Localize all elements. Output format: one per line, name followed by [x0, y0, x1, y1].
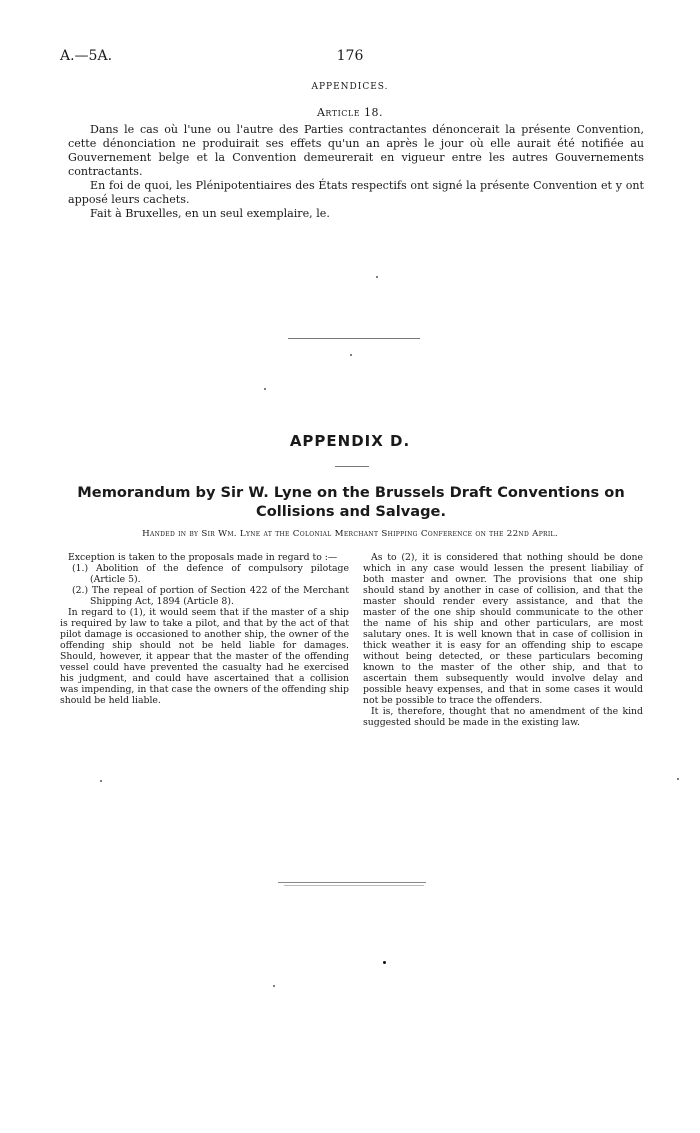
- intro-paragraph: Exception is taken to the proposals made in regard to :—: [68, 552, 338, 563]
- scan-speck: [264, 388, 266, 390]
- document-reference: A.—5A.: [60, 48, 113, 64]
- article-paragraph: En foi de quoi, les Plénipotentiaires des États respectifs ont signé la présente Convention et y ont apposé leurs cachets.: [68, 179, 644, 206]
- article-text: [68, 123, 644, 221]
- body-paragraph: In regard to (1), it would seem that if the master of a ship is required by law to take a pilot, and that by the act of that pilot damage is occasioned to another ship, the owner of the offending ship should not be held liable for damages. Should, however, it appear that the master of the offending vessel could have prevented the casualty had he exercised his judgment, and could have ascertained that a collision was impending, in that case the owners of the offending ship should be held liable.: [60, 607, 349, 706]
- page-number: 176: [336, 48, 364, 64]
- scan-speck: [350, 354, 352, 356]
- left-column: [60, 552, 349, 706]
- list-item: (1.) Abolition of the defence of compulsory pilotage (Article 5).: [72, 563, 349, 585]
- title-divider: [335, 466, 369, 467]
- appendix-title: APPENDIX D.: [289, 432, 411, 450]
- section-divider: [288, 338, 420, 339]
- scan-speck: [273, 985, 275, 987]
- handed-in-note: Handed in by Sir Wm. Lyne at the Colonial Merchant Shipping Conference on the 22nd April.: [142, 529, 558, 539]
- right-column: [363, 552, 643, 728]
- scan-speck: [383, 961, 386, 964]
- body-paragraph: As to (2), it is considered that nothing should be done which in any case would lessen the present liabiliay of both master and owner. The provisions that one ship should stand by another in case of collision, and that the master should render every assistance, and that the master of the one ship should communicate to the other the name of his ship and other particulars, are most salutary ones. It is well known that in case of collision in thick weather it is easy for an offending ship to escape without being detected, or these particulars becoming known to the master of the other ship, and that to ascertain them subsequently would involve delay and possible heavy expenses, and that in some cases it would not be possible to trace the offenders.: [363, 552, 643, 706]
- scan-speck: [100, 780, 102, 782]
- memorandum-title: Memorandum by Sir W. Lyne on the Brussels Draft Conventions on Collisions and Salvage.: [77, 484, 625, 520]
- scan-speck: [677, 778, 679, 780]
- body-paragraph: It is, therefore, thought that no amendment of the kind suggested should be made in the existing law.: [363, 706, 643, 728]
- article-title: Article 18.: [316, 106, 384, 119]
- article-paragraph: Dans le cas où l'une ou l'autre des Parties contractantes dénoncerait la présente Convention, cette dénonciation ne produirait ses effets qu'un an après le jour où elle aurait été notifiée au Gouvernement belge et la Convention demeurerait en vigueur entre les autres Gouvernements contractants.: [68, 123, 644, 178]
- scan-speck: [376, 276, 378, 278]
- footer-divider: [278, 882, 426, 883]
- article-paragraph: Fait à Bruxelles, en un seul exemplaire, le.: [90, 207, 330, 220]
- footer-divider: [284, 885, 424, 886]
- list-item: (2.) The repeal of portion of Section 422 of the Merchant Shipping Act, 1894 (Article 8).: [72, 585, 349, 607]
- running-title: APPENDICES.: [311, 82, 389, 92]
